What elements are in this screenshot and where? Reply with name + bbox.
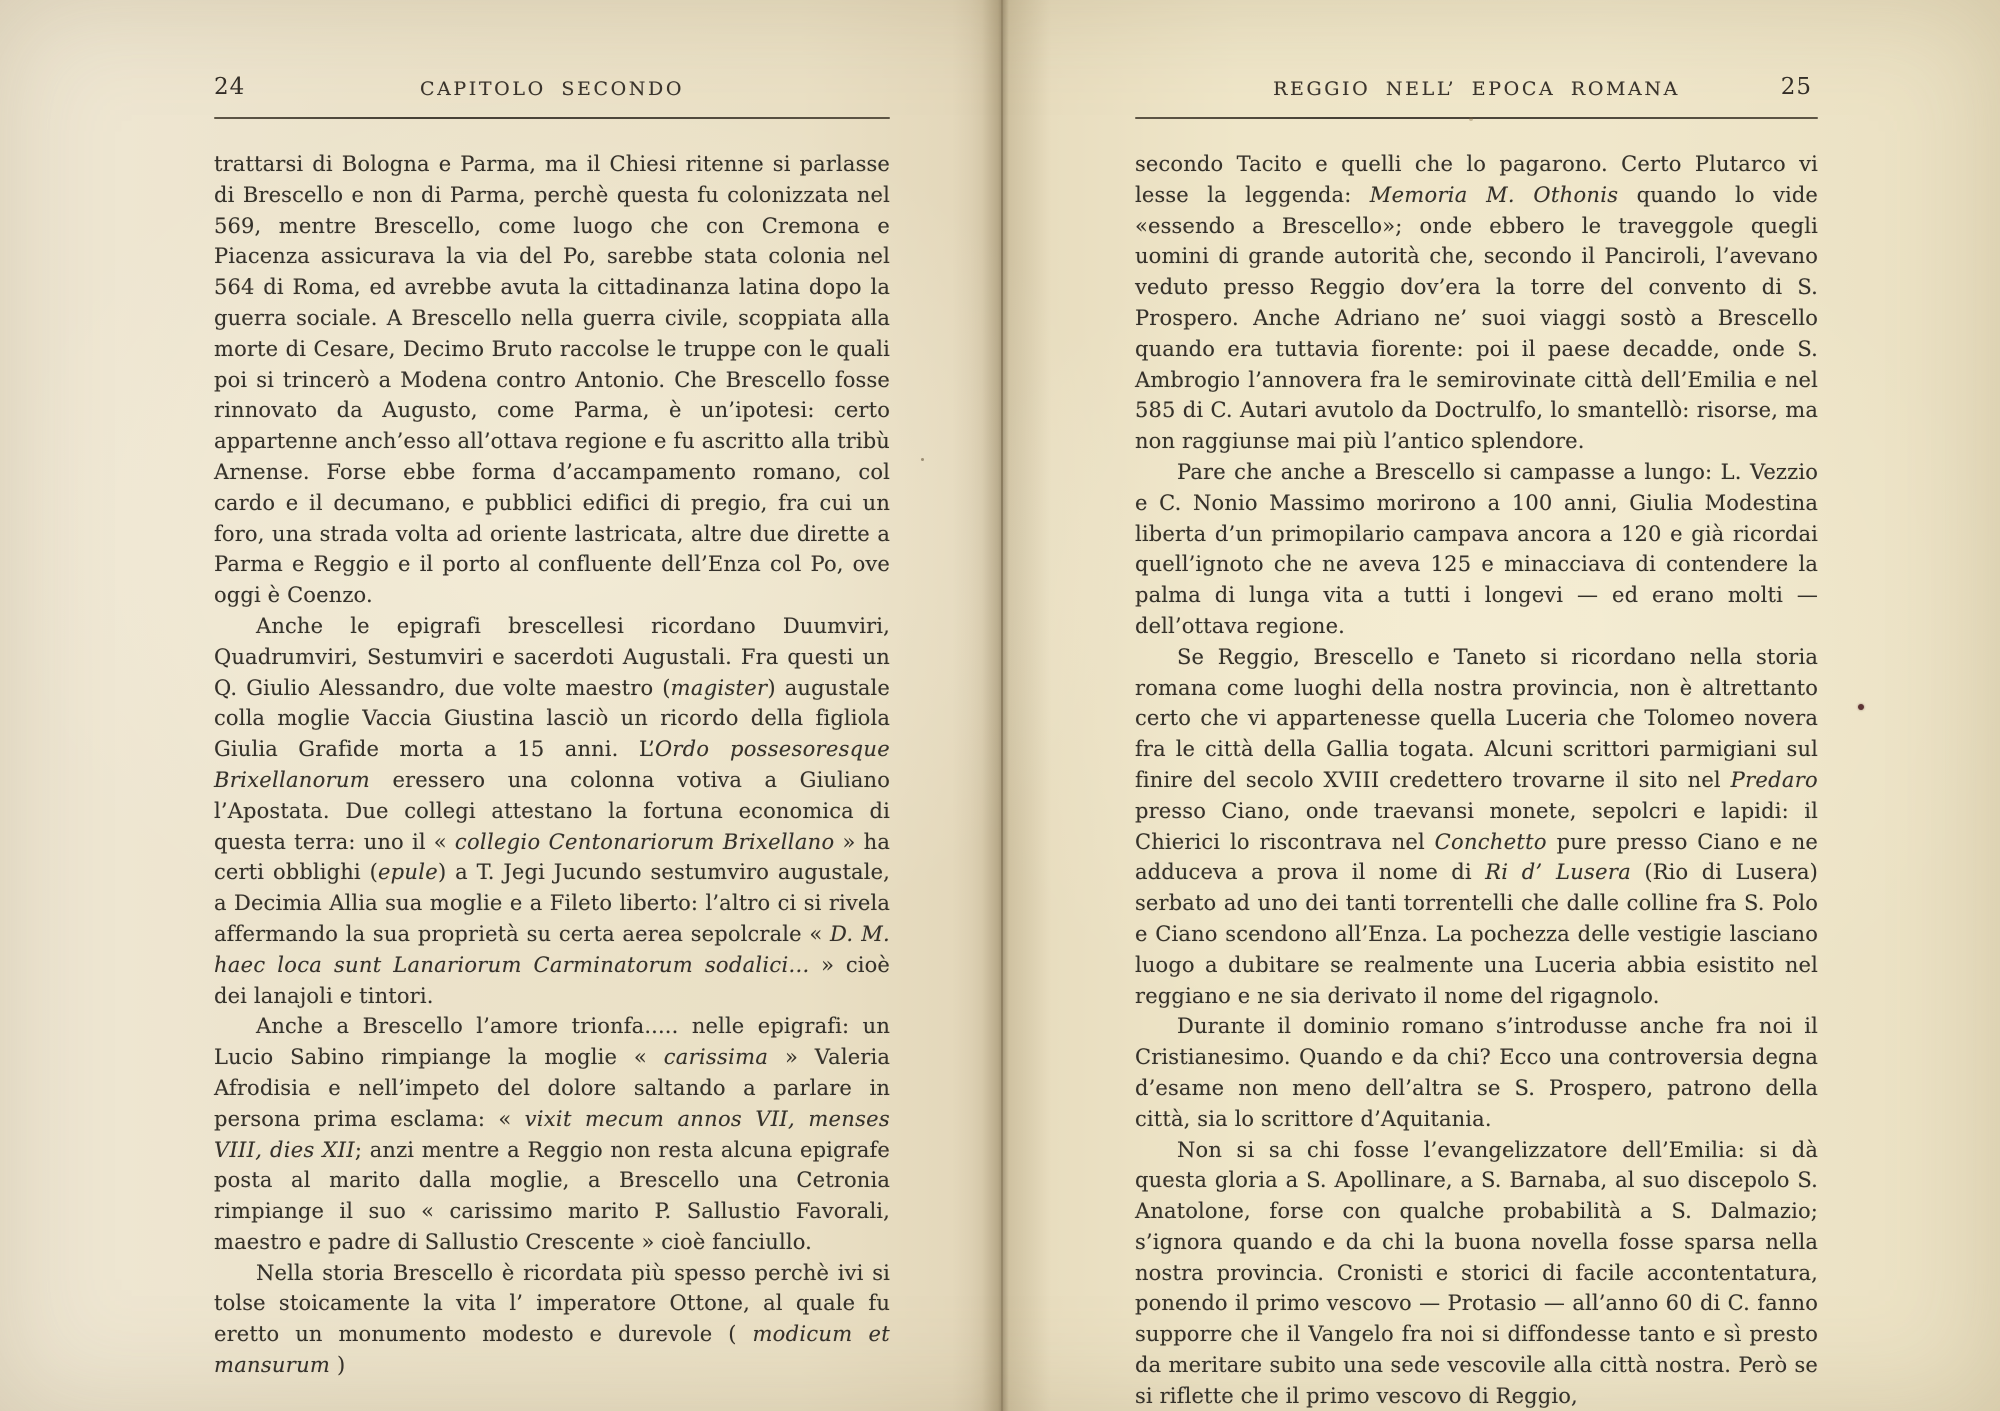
italic-text-run: epule xyxy=(377,860,438,885)
paper-speck xyxy=(921,458,924,461)
paper-speck xyxy=(1858,704,1864,710)
text-run: Nella storia Brescello è ricordata più spesso perchè ivi si tolse stoicamente la vita l’ imperatore Ottone, al quale fu eretto un monumento modesto e durevole ( xyxy=(214,1260,890,1347)
text-run: » Valeria Afrodisia e nell’impeto del dolore saltando a parlare in persona prima esclama: « xyxy=(214,1045,890,1131)
page-text-left xyxy=(214,149,890,1381)
paragraph xyxy=(1135,1011,1818,1134)
page-header-right xyxy=(1135,74,1818,108)
paragraph xyxy=(214,611,890,1011)
paper-speck xyxy=(1469,117,1473,121)
italic-text-run: carissima xyxy=(663,1045,769,1070)
text-run: (Rio di Lusera) serbato ad uno dei tanti torrentelli che dalle colline fra S. Polo e Ciano scendono all’Enza. La pochezza delle vestigie lasciano luogo a dubitare se realmente una Luceria abbia esistito nel reggiano e ne sia derivato il nome del rigagnolo. xyxy=(1135,860,1818,1008)
italic-text-run: Ri d’ Lusera xyxy=(1485,860,1632,885)
page-text-right xyxy=(1135,149,1818,1411)
page-left xyxy=(214,74,890,1381)
text-run: pure presso Ciano e ne adduceva a prova il nome di xyxy=(1135,829,1818,885)
text-run: secondo Tacito e quelli che lo pagarono. Certo Plutarco vi lesse la leggenda: xyxy=(1135,152,1818,207)
text-run: Anche a Brescello l’amore trionfa..... nelle epigrafi: un Lucio Sabino rimpiange la moglie « xyxy=(214,1014,890,1070)
text-run: quando lo vide «essendo a Brescello»; onde ebbero le traveggole quegli uomini di grande autorità che, secondo il Panciroli, l’avevano veduto presso Reggio dov’era la torre del convento di S. Prospero. Anche Adriano ne’ suoi viaggi sostò a Brescello quando era tuttavia fiorente: poi il paese decadde, onde S. Ambrogio l’annovera fra le semirovinate città dell’Emilia e nel 585 di C. Autari avutolo da Doctrulfo, lo smantellò: risorse, ma non raggiunse mai più l’antico splendore. xyxy=(1135,182,1819,454)
paragraph xyxy=(1135,149,1818,457)
text-run: Pare che anche a Brescello si campasse a lungo: L. Vezzio e C. Nonio Massimo morirono a 100 anni, Giulia Modestina liberta d’un primopilario campava ancora a 120 e già ricordai quell’ignoto che ne aveva 125 e minacciava di contendere la palma di lunga vita a tutti i longevi — ed erano molti — dell’ottava regione. xyxy=(1135,459,1818,638)
paragraph xyxy=(1135,1135,1818,1411)
page-number-left: 24 xyxy=(214,74,246,100)
paragraph xyxy=(214,1011,890,1257)
text-run: eressero una colonna votiva a Giuliano l’Apostata. Due collegi attestano la fortuna economica di questa terra: uno il « xyxy=(214,767,890,854)
book-gutter-crease xyxy=(1001,0,1003,1411)
text-run: Durante il dominio romano s’introdusse anche fra noi il Cristianesimo. Quando e da chi? Ecco una controversia degna d’esame non meno dell’altra se S. Prospero, patrono della città, sia lo scrittore d’Aquitania. xyxy=(1135,1014,1818,1131)
header-rule-left xyxy=(214,117,890,119)
italic-text-run: magister xyxy=(670,675,768,700)
header-rule-right xyxy=(1135,117,1818,119)
italic-text-run: D. M. haec loca sunt Lanariorum Carminatorum sodalici... xyxy=(214,921,890,977)
italic-text-run: Conchetto xyxy=(1434,829,1547,854)
italic-text-run: Memoria M. Othonis xyxy=(1369,182,1619,207)
text-run: ) augustale colla moglie Vaccia Giustina lasciò un ricordo della figliola Giulia Grafide morta a 15 anni. L’ xyxy=(214,675,890,762)
text-run: Non si sa chi fosse l’evangelizzatore dell’Emilia: si dà questa gloria a S. Apollinare, a S. Barnaba, al suo discepolo S. Anatolone, forse con qualche probabilità a S. Dalmazio; s’ignora quando e da chi la buona novella fosse sparsa nella nostra provincia. Cronisti e storici di facile accontentatura, ponendo il primo vescovo — Protasio — all’anno 60 di C. fanno supporre che il Vangelo fra noi si diffondesse tanto e sì presto da meritare subito una sede vescovile alla città nostra. Però se si riflette che il primo vescovo di Reggio, xyxy=(1135,1137,1818,1408)
text-run: presso Ciano, onde traevansi monete, sepolcri e lapidi: il Chierici lo riscontrava nel xyxy=(1135,798,1818,854)
text-run: Se Reggio, Brescello e Taneto si ricordano nella storia romana come luoghi della nostra provincia, non è altrettanto certo che vi appartenesse quella Luceria che Tolomeo novera fra le città della Gallia togata. Alcuni scrittori parmigiani sul finire del secolo XVIII credettero trovarne il sito nel xyxy=(1135,644,1818,792)
paragraph xyxy=(1135,642,1818,1012)
running-title-left: CAPITOLO SECONDO xyxy=(419,78,685,100)
italic-text-run: vixit mecum annos VII, menses VIII, dies XII xyxy=(214,1106,890,1162)
page-header-left xyxy=(214,74,890,108)
paragraph xyxy=(214,149,890,611)
page-number-right: 25 xyxy=(1780,74,1812,100)
paragraph xyxy=(1135,457,1818,642)
text-run: » cioè dei lanajoli e tintori. xyxy=(214,952,890,1008)
italic-text-run: modicum et mansurum xyxy=(214,1322,890,1378)
italic-text-run: collegio Centonariorum Brixellano xyxy=(454,829,835,854)
paragraph xyxy=(214,1258,890,1381)
text-run: ) xyxy=(330,1353,346,1378)
text-run: Anche le epigrafi brescellesi ricordano Duumviri, Quadrumviri, Sestumviri e sacerdoti Augustali. Fra questi un Q. Giulio Alessandro, due volte maestro ( xyxy=(214,613,890,700)
page-right xyxy=(1135,74,1819,1411)
text-run: trattarsi di Bologna e Parma, ma il Chiesi ritenne si parlasse di Brescello e non di Parma, perchè questa fu colonizzata nel 569, mentre Brescello, come luogo che con Cremona e Piacenza assicurava la via del Po, sarebbe stata colonia nel 564 di Roma, ed avrebbe avuta la cittadinanza latina dopo la guerra sociale. A Brescello nella guerra civile, scoppiata alla morte di Cesare, Decimo Bruto raccolse le truppe con le quali poi si trincerò a Modena contro Antonio. Che Brescello fosse rinnovato da Augusto, come Parma, è un’ipotesi: certo appartenne anch’esso all’ottava regione e fu ascritto alla tribù Arnense. Forse ebbe forma d’accampamento romano, col cardo e il decumano, e pubblici edifici di pregio, fra cui un foro, una strada volta ad oriente lastricata, altre due dirette a Parma e Reggio e il porto al confluente dell’Enza col Po, ove oggi è Coenzo. xyxy=(214,152,890,608)
text-run: ; anzi mentre a Reggio non resta alcuna epigrafe posta al marito dalla moglie, a Brescello una Cetronia rimpiange il suo « carissimo marito P. Sallustio Favorali, maestro e padre di Sallustio Crescente » cioè fanciullo. xyxy=(214,1137,890,1254)
italic-text-run: Ordo possesoresque Brixellanorum xyxy=(214,737,890,792)
italic-text-run: Predaro xyxy=(1730,767,1818,792)
text-run: » ha certi obblighi ( xyxy=(214,829,890,885)
text-run: ) a T. Jegi Jucundo sestumviro augustale, a Decimia Allia sua moglie e a Fileto liberto: l’altro ci si rivela affermando la sua proprietà su certa aerea sepolcrale « xyxy=(214,860,890,946)
running-title-right: REGGIO NELL’ EPOCA ROMANA xyxy=(1273,78,1680,100)
